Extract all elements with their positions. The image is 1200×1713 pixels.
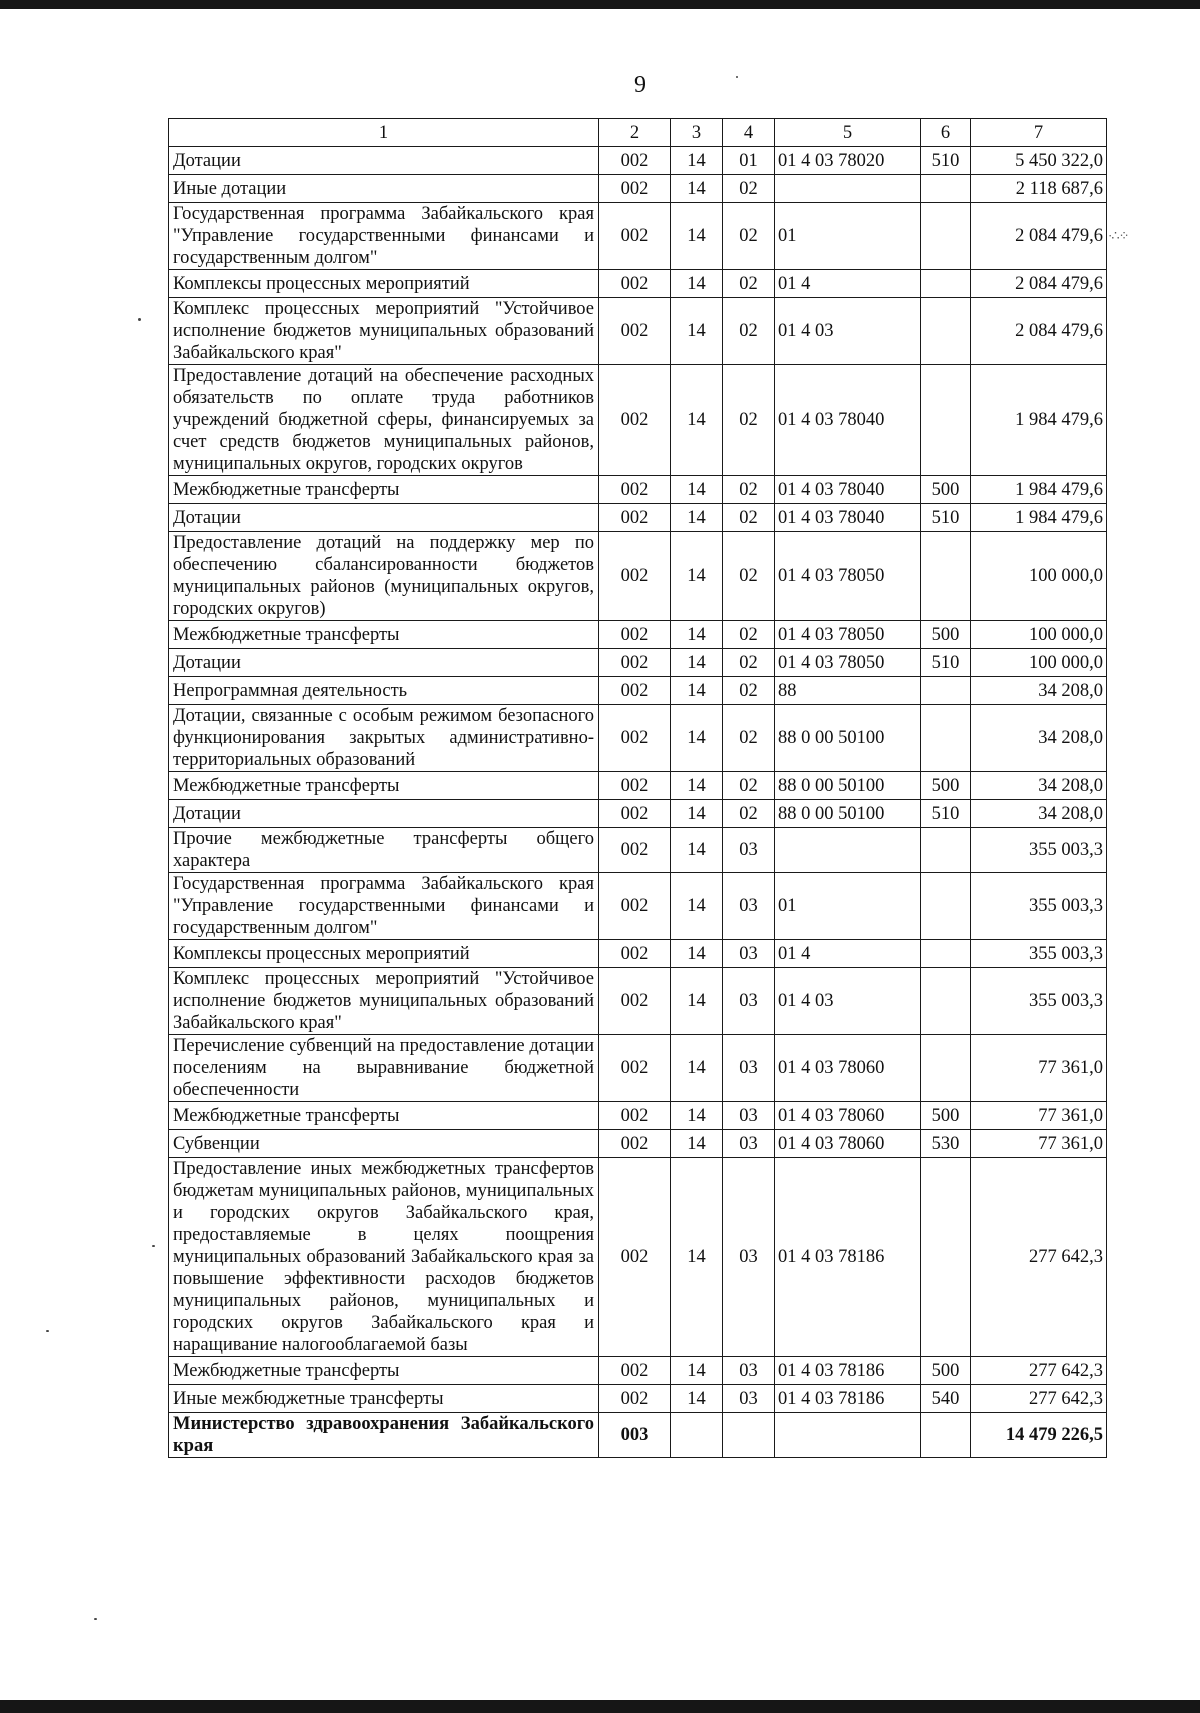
- cell-expense-type: [921, 968, 971, 1035]
- table-row-ministry: [169, 1413, 1107, 1458]
- cell-amount: 277 642,3: [971, 1385, 1107, 1413]
- table-row: [169, 147, 1107, 175]
- cell-name: Предоставление дотаций на обеспечение расходных обязательств по оплате труда работников учреждений бюджетной сферы, финансируемых за счет средств бюджетов муниципальных районов, муниципальных округов, городских округов: [169, 365, 599, 476]
- table-row: [169, 828, 1107, 873]
- cell-section: 14: [671, 1385, 723, 1413]
- cell-subsection: 02: [723, 800, 775, 828]
- table-row: [169, 532, 1107, 621]
- cell-expense-type: [921, 298, 971, 365]
- cell-expense-type: [921, 365, 971, 476]
- cell-admin-code: 002: [599, 873, 671, 940]
- cell-subsection: 02: [723, 772, 775, 800]
- cell-subsection: 03: [723, 1035, 775, 1102]
- cell-section: 14: [671, 800, 723, 828]
- cell-target-article: 88 0 00 50100: [775, 705, 921, 772]
- cell-section: 14: [671, 1158, 723, 1357]
- cell-expense-type: 530: [921, 1130, 971, 1158]
- cell-target-article: 01 4 03 78050: [775, 649, 921, 677]
- cell-admin-code: 002: [599, 705, 671, 772]
- cell-subsection: 03: [723, 1385, 775, 1413]
- cell-name: Государственная программа Забайкальского края "Управление государственными финансами и государственным долгом": [169, 873, 599, 940]
- cell-name: Комплекс процессных мероприятий "Устойчивое исполнение бюджетов муниципальных образований Забайкальского края": [169, 968, 599, 1035]
- cell-name: Министерство здравоохранения Забайкальского края: [169, 1413, 599, 1458]
- header-col-5: 5: [775, 119, 921, 147]
- cell-admin-code: 002: [599, 476, 671, 504]
- cell-amount: 2 084 479,6: [971, 298, 1107, 365]
- cell-section: 14: [671, 476, 723, 504]
- cell-expense-type: 500: [921, 1357, 971, 1385]
- cell-name: Дотации, связанные с особым режимом безопасного функционирования закрытых административно-территориальных образований: [169, 705, 599, 772]
- cell-target-article: 01 4 03 78186: [775, 1357, 921, 1385]
- cell-admin-code: 002: [599, 649, 671, 677]
- cell-subsection: 03: [723, 1102, 775, 1130]
- cell-target-article: 01 4 03 78040: [775, 504, 921, 532]
- cell-name: Прочие межбюджетные трансферты общего характера: [169, 828, 599, 873]
- table-row: [169, 1357, 1107, 1385]
- cell-expense-type: 500: [921, 621, 971, 649]
- cell-admin-code: 002: [599, 1357, 671, 1385]
- cell-expense-type: 510: [921, 649, 971, 677]
- cell-target-article: 88 0 00 50100: [775, 800, 921, 828]
- cell-expense-type: 500: [921, 476, 971, 504]
- cell-section: 14: [671, 298, 723, 365]
- cell-subsection: 03: [723, 1158, 775, 1357]
- cell-amount: 5 450 322,0: [971, 147, 1107, 175]
- cell-expense-type: 510: [921, 504, 971, 532]
- header-col-4: 4: [723, 119, 775, 147]
- cell-amount: 1 984 479,6: [971, 476, 1107, 504]
- cell-subsection: 02: [723, 677, 775, 705]
- cell-amount: 77 361,0: [971, 1130, 1107, 1158]
- cell-expense-type: [921, 1158, 971, 1357]
- cell-amount: 77 361,0: [971, 1102, 1107, 1130]
- header-col-1: 1: [169, 119, 599, 147]
- table-row: [169, 705, 1107, 772]
- cell-name: Комплекс процессных мероприятий "Устойчивое исполнение бюджетов муниципальных образований Забайкальского края": [169, 298, 599, 365]
- cell-subsection: [723, 1413, 775, 1458]
- cell-target-article: 01 4 03 78060: [775, 1035, 921, 1102]
- cell-subsection: 02: [723, 476, 775, 504]
- cell-target-article: 01 4 03: [775, 968, 921, 1035]
- cell-target-article: 01: [775, 873, 921, 940]
- cell-target-article: 01 4 03 78040: [775, 365, 921, 476]
- cell-subsection: 02: [723, 621, 775, 649]
- cell-admin-code: 002: [599, 203, 671, 270]
- cell-expense-type: [921, 873, 971, 940]
- cell-subsection: 01: [723, 147, 775, 175]
- cell-section: 14: [671, 621, 723, 649]
- cell-admin-code: 002: [599, 298, 671, 365]
- cell-subsection: 02: [723, 504, 775, 532]
- cell-admin-code: 002: [599, 621, 671, 649]
- cell-admin-code: 002: [599, 1385, 671, 1413]
- cell-subsection: 03: [723, 873, 775, 940]
- table-row: [169, 677, 1107, 705]
- cell-expense-type: [921, 1413, 971, 1458]
- cell-subsection: 03: [723, 828, 775, 873]
- cell-subsection: 03: [723, 940, 775, 968]
- cell-target-article: 01 4 03 78050: [775, 621, 921, 649]
- cell-name: Непрограммная деятельность: [169, 677, 599, 705]
- cell-section: 14: [671, 873, 723, 940]
- table-row: [169, 270, 1107, 298]
- cell-name: Государственная программа Забайкальского края "Управление государственными финансами и государственным долгом": [169, 203, 599, 270]
- cell-amount: 34 208,0: [971, 677, 1107, 705]
- cell-expense-type: [921, 940, 971, 968]
- budget-table-container: [168, 118, 1106, 1458]
- cell-name: Комплексы процессных мероприятий: [169, 940, 599, 968]
- cell-amount: 2 084 479,6: [971, 203, 1107, 270]
- cell-amount: 2 084 479,6: [971, 270, 1107, 298]
- cell-admin-code: 002: [599, 365, 671, 476]
- cell-section: 14: [671, 1035, 723, 1102]
- cell-target-article: 01 4 03 78040: [775, 476, 921, 504]
- cell-name: Комплексы процессных мероприятий: [169, 270, 599, 298]
- scan-speck: [94, 1618, 97, 1620]
- budget-table: [168, 118, 1107, 1458]
- cell-section: 14: [671, 828, 723, 873]
- cell-amount: 100 000,0: [971, 621, 1107, 649]
- cell-expense-type: [921, 1035, 971, 1102]
- cell-expense-type: [921, 203, 971, 270]
- cell-target-article: 01 4 03: [775, 298, 921, 365]
- cell-name: Дотации: [169, 147, 599, 175]
- cell-name: Межбюджетные трансферты: [169, 772, 599, 800]
- cell-section: 14: [671, 504, 723, 532]
- cell-expense-type: [921, 828, 971, 873]
- cell-section: 14: [671, 1357, 723, 1385]
- cell-amount: 34 208,0: [971, 800, 1107, 828]
- table-row: [169, 1035, 1107, 1102]
- cell-target-article: [775, 1413, 921, 1458]
- header-col-3: 3: [671, 119, 723, 147]
- cell-target-article: 01 4 03 78050: [775, 532, 921, 621]
- cell-expense-type: 540: [921, 1385, 971, 1413]
- scan-top-edge: [0, 0, 1200, 9]
- cell-target-article: 01 4 03 78020: [775, 147, 921, 175]
- table-row: [169, 649, 1107, 677]
- page-number: 9: [634, 72, 646, 98]
- cell-amount: 77 361,0: [971, 1035, 1107, 1102]
- cell-section: 14: [671, 365, 723, 476]
- table-row: [169, 1385, 1107, 1413]
- cell-subsection: 02: [723, 649, 775, 677]
- cell-admin-code: 002: [599, 532, 671, 621]
- header-col-2: 2: [599, 119, 671, 147]
- cell-expense-type: 500: [921, 772, 971, 800]
- cell-target-article: 01 4: [775, 270, 921, 298]
- cell-admin-code: 002: [599, 270, 671, 298]
- cell-target-article: 01 4 03 78060: [775, 1130, 921, 1158]
- cell-section: 14: [671, 705, 723, 772]
- cell-name: Дотации: [169, 800, 599, 828]
- cell-admin-code: 002: [599, 504, 671, 532]
- scan-speck: [736, 76, 738, 78]
- cell-target-article: [775, 828, 921, 873]
- cell-admin-code: 002: [599, 1035, 671, 1102]
- cell-amount: 1 984 479,6: [971, 365, 1107, 476]
- table-row: [169, 772, 1107, 800]
- cell-admin-code: 002: [599, 677, 671, 705]
- cell-section: 14: [671, 772, 723, 800]
- cell-subsection: 02: [723, 298, 775, 365]
- cell-section: 14: [671, 677, 723, 705]
- table-header: [169, 119, 1107, 147]
- scan-speck: [46, 1330, 49, 1332]
- cell-amount: 355 003,3: [971, 828, 1107, 873]
- table-row: [169, 365, 1107, 476]
- cell-target-article: 01 4 03 78186: [775, 1158, 921, 1357]
- table-row: [169, 968, 1107, 1035]
- cell-admin-code: 002: [599, 147, 671, 175]
- cell-subsection: 02: [723, 705, 775, 772]
- cell-expense-type: [921, 705, 971, 772]
- cell-section: 14: [671, 203, 723, 270]
- cell-name: Межбюджетные трансферты: [169, 621, 599, 649]
- cell-name: Субвенции: [169, 1130, 599, 1158]
- cell-amount: 100 000,0: [971, 532, 1107, 621]
- scan-artifact-mark: ·∴⁘: [1108, 228, 1129, 243]
- table-row: [169, 940, 1107, 968]
- cell-section: 14: [671, 532, 723, 621]
- cell-name: Дотации: [169, 504, 599, 532]
- cell-target-article: 01: [775, 203, 921, 270]
- table-row: [169, 1158, 1107, 1357]
- cell-subsection: 03: [723, 968, 775, 1035]
- cell-target-article: 01 4 03 78186: [775, 1385, 921, 1413]
- table-row: [169, 1130, 1107, 1158]
- cell-admin-code: 002: [599, 175, 671, 203]
- cell-amount: 355 003,3: [971, 940, 1107, 968]
- cell-name: Предоставление дотаций на поддержку мер по обеспечению сбалансированности бюджетов муниципальных районов (муниципальных округов, городских округов): [169, 532, 599, 621]
- scan-bottom-edge: [0, 1700, 1200, 1713]
- cell-section: 14: [671, 147, 723, 175]
- cell-amount: 2 118 687,6: [971, 175, 1107, 203]
- cell-expense-type: 500: [921, 1102, 971, 1130]
- cell-section: 14: [671, 649, 723, 677]
- cell-admin-code: 002: [599, 1102, 671, 1130]
- cell-target-article: 01 4: [775, 940, 921, 968]
- cell-amount: 34 208,0: [971, 772, 1107, 800]
- cell-subsection: 02: [723, 203, 775, 270]
- cell-section: [671, 1413, 723, 1458]
- cell-subsection: 02: [723, 270, 775, 298]
- cell-section: 14: [671, 1130, 723, 1158]
- cell-subsection: 03: [723, 1130, 775, 1158]
- scan-speck: [138, 318, 141, 321]
- cell-subsection: 02: [723, 365, 775, 476]
- cell-amount: 355 003,3: [971, 968, 1107, 1035]
- cell-section: 14: [671, 1102, 723, 1130]
- cell-admin-code: 003: [599, 1413, 671, 1458]
- header-col-6: 6: [921, 119, 971, 147]
- table-row: [169, 621, 1107, 649]
- table-row: [169, 298, 1107, 365]
- cell-amount: 100 000,0: [971, 649, 1107, 677]
- cell-amount: 34 208,0: [971, 705, 1107, 772]
- cell-amount: 14 479 226,5: [971, 1413, 1107, 1458]
- cell-admin-code: 002: [599, 1130, 671, 1158]
- table-row: [169, 203, 1107, 270]
- cell-expense-type: [921, 677, 971, 705]
- cell-admin-code: 002: [599, 940, 671, 968]
- table-row: [169, 476, 1107, 504]
- cell-name: Межбюджетные трансферты: [169, 1357, 599, 1385]
- header-col-7: 7: [971, 119, 1107, 147]
- cell-expense-type: 510: [921, 800, 971, 828]
- cell-target-article: 88: [775, 677, 921, 705]
- scan-speck: [152, 1245, 155, 1247]
- table-body: [169, 147, 1107, 1458]
- cell-amount: 355 003,3: [971, 873, 1107, 940]
- cell-name: Перечисление субвенций на предоставление дотации поселениям на выравнивание бюджетной обеспеченности: [169, 1035, 599, 1102]
- cell-subsection: 02: [723, 175, 775, 203]
- cell-expense-type: [921, 175, 971, 203]
- cell-name: Иные дотации: [169, 175, 599, 203]
- cell-expense-type: [921, 270, 971, 298]
- cell-target-article: 01 4 03 78060: [775, 1102, 921, 1130]
- cell-amount: 277 642,3: [971, 1158, 1107, 1357]
- table-row: [169, 800, 1107, 828]
- cell-admin-code: 002: [599, 1158, 671, 1357]
- cell-target-article: 88 0 00 50100: [775, 772, 921, 800]
- cell-amount: 1 984 479,6: [971, 504, 1107, 532]
- cell-expense-type: 510: [921, 147, 971, 175]
- cell-section: 14: [671, 175, 723, 203]
- cell-admin-code: 002: [599, 968, 671, 1035]
- cell-target-article: [775, 175, 921, 203]
- header-row: [169, 119, 1107, 147]
- cell-name: Межбюджетные трансферты: [169, 1102, 599, 1130]
- table-row: [169, 504, 1107, 532]
- cell-name: Иные межбюджетные трансферты: [169, 1385, 599, 1413]
- cell-name: Предоставление иных межбюджетных трансфертов бюджетам муниципальных районов, муниципальных и городских округов Забайкальского края, предоставляемые в целях поощрения муниципальных образований Забайкальского края за повышение эффективности расходов бюджетов муниципальных районов, муниципальных и городских округов Забайкальского края и наращивание налогооблагаемой базы: [169, 1158, 599, 1357]
- cell-amount: 277 642,3: [971, 1357, 1107, 1385]
- cell-name: Дотации: [169, 649, 599, 677]
- table-row: [169, 1102, 1107, 1130]
- cell-subsection: 03: [723, 1357, 775, 1385]
- cell-admin-code: 002: [599, 772, 671, 800]
- cell-expense-type: [921, 532, 971, 621]
- cell-section: 14: [671, 940, 723, 968]
- table-row: [169, 873, 1107, 940]
- cell-subsection: 02: [723, 532, 775, 621]
- cell-section: 14: [671, 270, 723, 298]
- table-row: [169, 175, 1107, 203]
- cell-section: 14: [671, 968, 723, 1035]
- cell-name: Межбюджетные трансферты: [169, 476, 599, 504]
- cell-admin-code: 002: [599, 800, 671, 828]
- cell-admin-code: 002: [599, 828, 671, 873]
